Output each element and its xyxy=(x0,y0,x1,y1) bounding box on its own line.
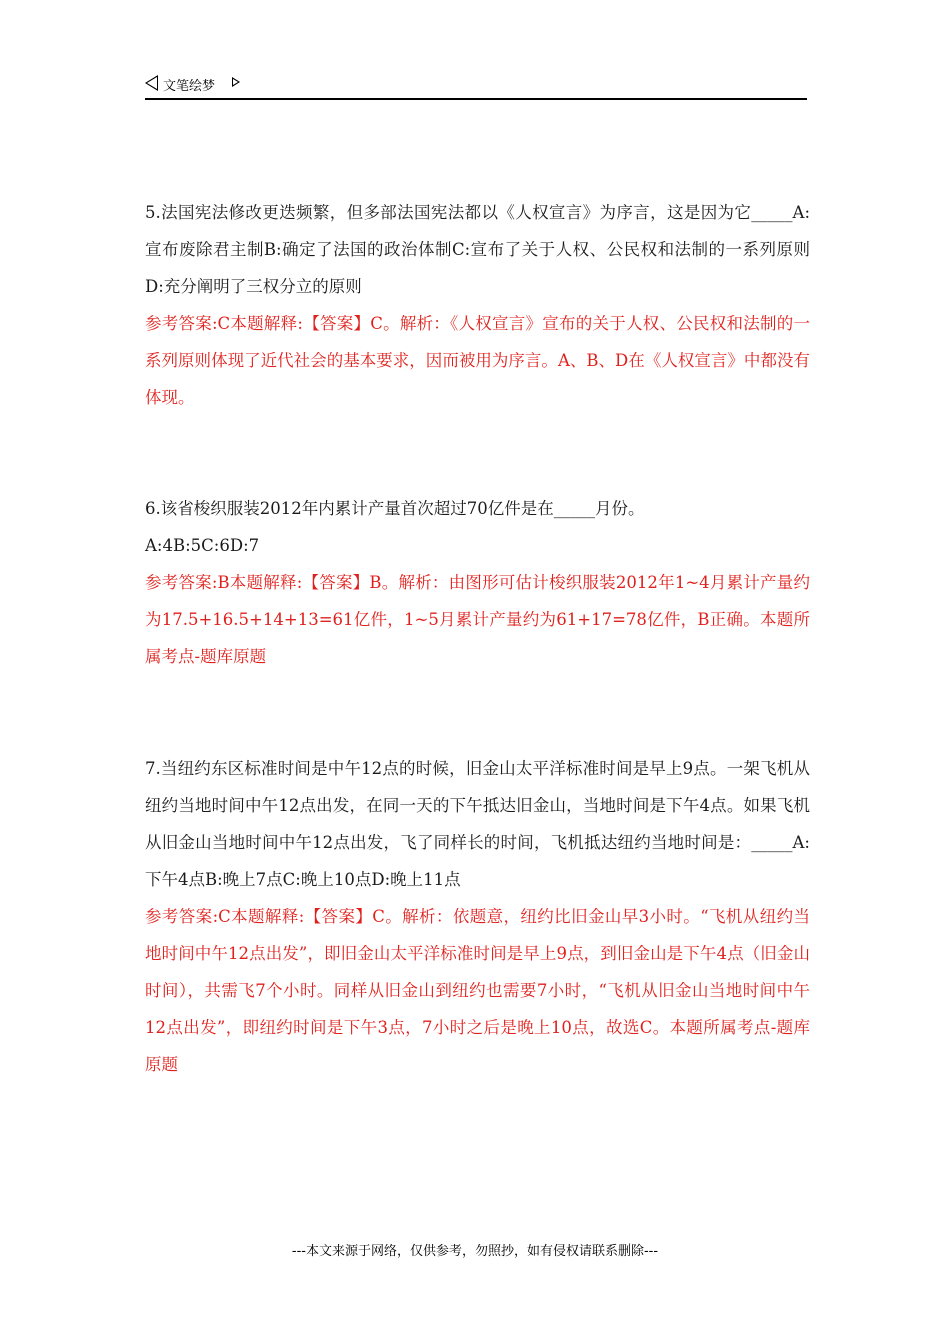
right-triangle-icon xyxy=(232,77,240,87)
question-7 xyxy=(145,750,810,1083)
question-5 xyxy=(145,194,810,416)
page-header xyxy=(145,72,807,100)
question-options: A:4B:5C:6D:7 xyxy=(145,536,260,555)
question-6 xyxy=(145,490,810,675)
question-stem: 6.该省梭织服装2012年内累计产量首次超过70亿件是在_____月份。 xyxy=(145,499,645,518)
question-answer: 参考答案:B本题解释:【答案】B。解析：由图形可估计梭织服装2012年1~4月累计产量约为17.5+16.5+14+13=61亿件，1~5月累计产量约为61+17=78亿件，B正确。本题所属考点-题库原题 xyxy=(145,573,810,666)
question-stem: 7.当纽约东区标准时间是中午12点的时候，旧金山太平洋标准时间是早上9点。一架飞机从纽约当地时间中午12点出发，在同一天的下午抵达旧金山，当地时间是下午4点。如果飞机从旧金山当地时间中午12点出发，飞了同样长的时间，飞机抵达纽约当地时间是：_____A:下午4点B:晚上7点C:晚上10点D:晚上11点 xyxy=(145,759,810,889)
page-footer: ---本文来源于网络，仅供参考，勿照抄，如有侵权请联系删除--- xyxy=(291,1244,659,1259)
left-triangle-icon xyxy=(145,75,158,91)
question-stem: 5.法国宪法修改更迭频繁，但多部法国宪法都以《人权宣言》为序言，这是因为它_____A:宣布废除君主制B:确定了法国的政治体制C:宣布了关于人权、公民权和法制的一系列原则D:充分阐明了三权分立的原则 xyxy=(145,203,810,296)
brand-name: 文笔绘梦 xyxy=(163,79,216,94)
question-answer: 参考答案:C本题解释:【答案】C。解析：《人权宣言》宣布的关于人权、公民权和法制的一系列原则体现了近代社会的基本要求，因而被用为序言。A、B、D在《人权宣言》中都没有体现。 xyxy=(145,314,810,407)
question-answer: 参考答案:C本题解释:【答案】C。解析：依题意，纽约比旧金山早3小时。“飞机从纽约当地时间中午12点出发”，即旧金山太平洋标准时间是早上9点，到旧金山是下午4点（旧金山时间），共需飞7个小时。同样从旧金山到纽约也需要7小时，“飞机从旧金山当地时间中午12点出发”，即纽约时间是下午3点，7小时之后是晚上10点，故选C。本题所属考点-题库原题 xyxy=(145,907,810,1074)
